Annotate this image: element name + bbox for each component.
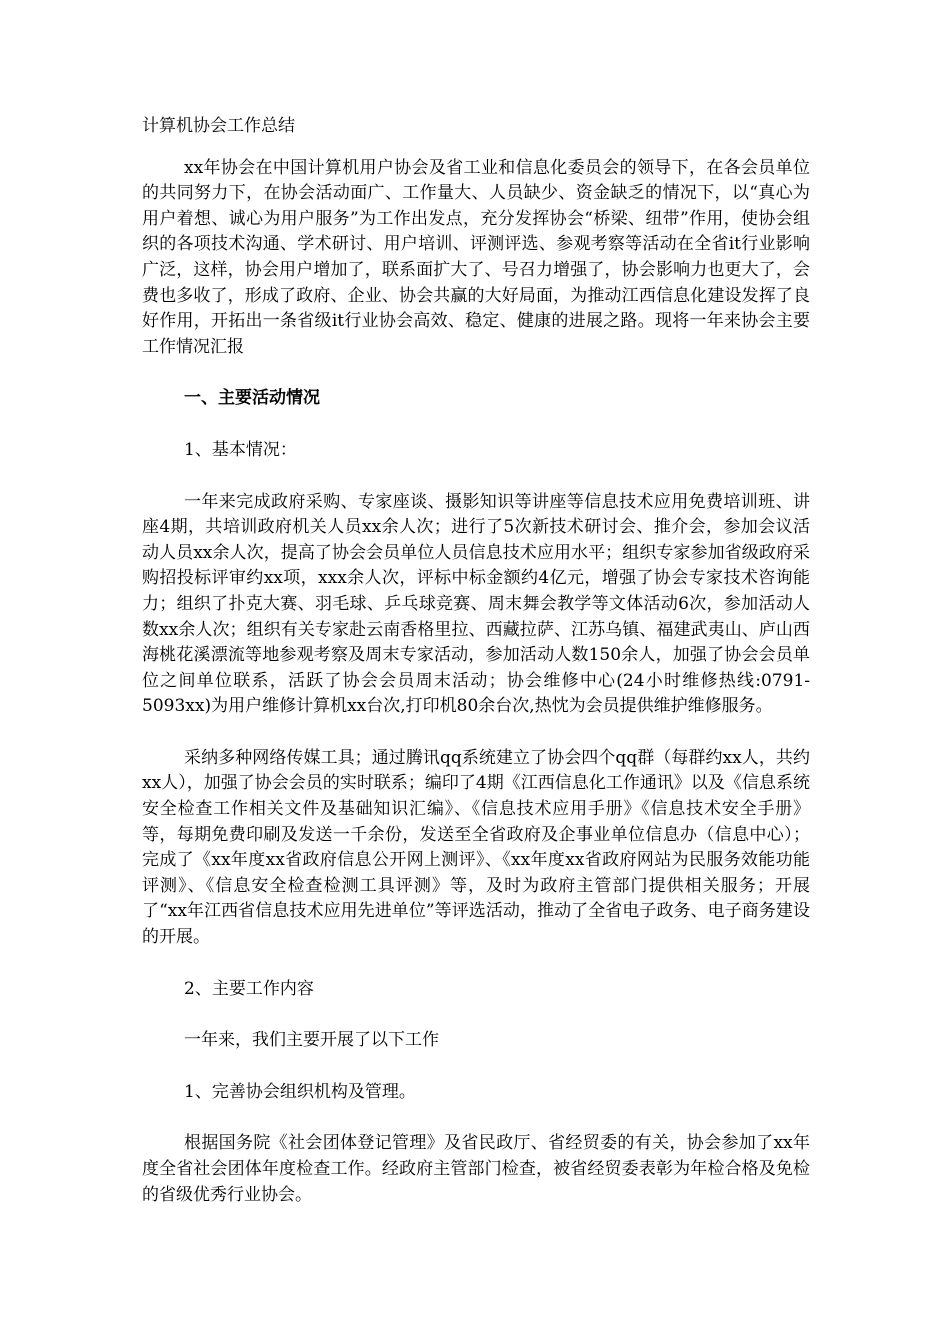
work-intro-line: 一年来，我们主要开展了以下工作 <box>184 1030 439 1051</box>
document-title: 计算机协会工作总结 <box>142 116 295 136</box>
organization-paragraph: 根据国务院《社会团体登记管理》及省民政厅、省经贸委的有关，协会参加了xx年度全省社会团体年度检查工作。经政府主管部门检查，被省经贸委表彰为年检合格及免检的省级优秀行业协会。 <box>142 1133 810 1205</box>
subsection-title-basic-situation: 1、基本情况： <box>184 439 297 460</box>
basic-situation-paragraph: 一年来完成政府采购、专家座谈、摄影知识等讲座等信息技术应用免费培训班、讲座4期，共培训政府机关人员xx余人次；进行了5次新技术研讨会、推介会，参加会议活动人员xx余人次，提高了协会会员单位人员信息技术应用水平；组织专家参加省级政府采购招投标评审约xx项，xxx余人次，评标中标金额约4亿元，增强了协会专家技术咨询能力；组织了扑克大赛、羽毛球、乒乓球竞赛、周末舞会教学等文体活动6次，参加活动人数xx余人次；组织有关专家赴云南香格里拉、西藏拉萨、江苏乌镇、福建武夷山、庐山西海桃花溪漂流等地参观考察及周末专家活动，参加活动人数150余人，加强了协会会员单位之间单位联系，活跃了协会会员周末活动；协会维修中心(24小时维修热线:0791-5093xx)为用户维修计算机xx台次,打印机80余台次,热忱为会员提供维护维修服务。 <box>142 491 810 717</box>
item-title-organization: 1、完善协会组织机构及管理。 <box>184 1081 416 1102</box>
subsection-title-main-work: 2、主要工作内容 <box>184 978 314 999</box>
section-heading-main-activities: 一、主要活动情况 <box>184 388 320 409</box>
intro-paragraph: xx年协会在中国计算机用户协会及省工业和信息化委员会的领导下，在各会员单位的共同努力下，在协会活动面广、工作量大、人员缺少、资金缺乏的情况下，以“真心为用户着想、诚心为用户服务”为工作出发点，充分发挥协会“桥梁、纽带”作用，使协会组织的各项技术沟通、学术研讨、用户培训、评测评选、参观考察等活动在全省it行业影响广泛，这样，协会用户增加了，联系面扩大了、号召力增强了，协会影响力也更大了，会费也多收了，形成了政府、企业、协会共赢的大好局面，为推动江西信息化建设发挥了良好作用，开拓出一条省级it行业协会高效、稳定、健康的进展之路。现将一年来协会主要工作情况汇报 <box>142 157 810 357</box>
media-tools-paragraph: 采纳多种网络传媒工具；通过腾讯qq系统建立了协会四个qq群（每群约xx人，共约xx人），加强了协会会员的实时联系；编印了4期《江西信息化工作通讯》以及《信息系统安全检查工作相关文件及基础知识汇编》、《信息技术应用手册》《信息技术安全手册》等，每期免费印刷及发送一千余份，发送至全省政府及企事业单位信息办（信息中心）；完成了《xx年度xx省政府信息公开网上测评》、《xx年度xx省政府网站为民服务效能功能评测》、《信息安全检查检测工具评测》等，及时为政府主管部门提供相关服务；开展了“xx年江西省信息技术应用先进单位”等评选活动，推动了全省电子政务、电子商务建设的开展。 <box>142 747 810 948</box>
document-body <box>142 114 810 1234</box>
